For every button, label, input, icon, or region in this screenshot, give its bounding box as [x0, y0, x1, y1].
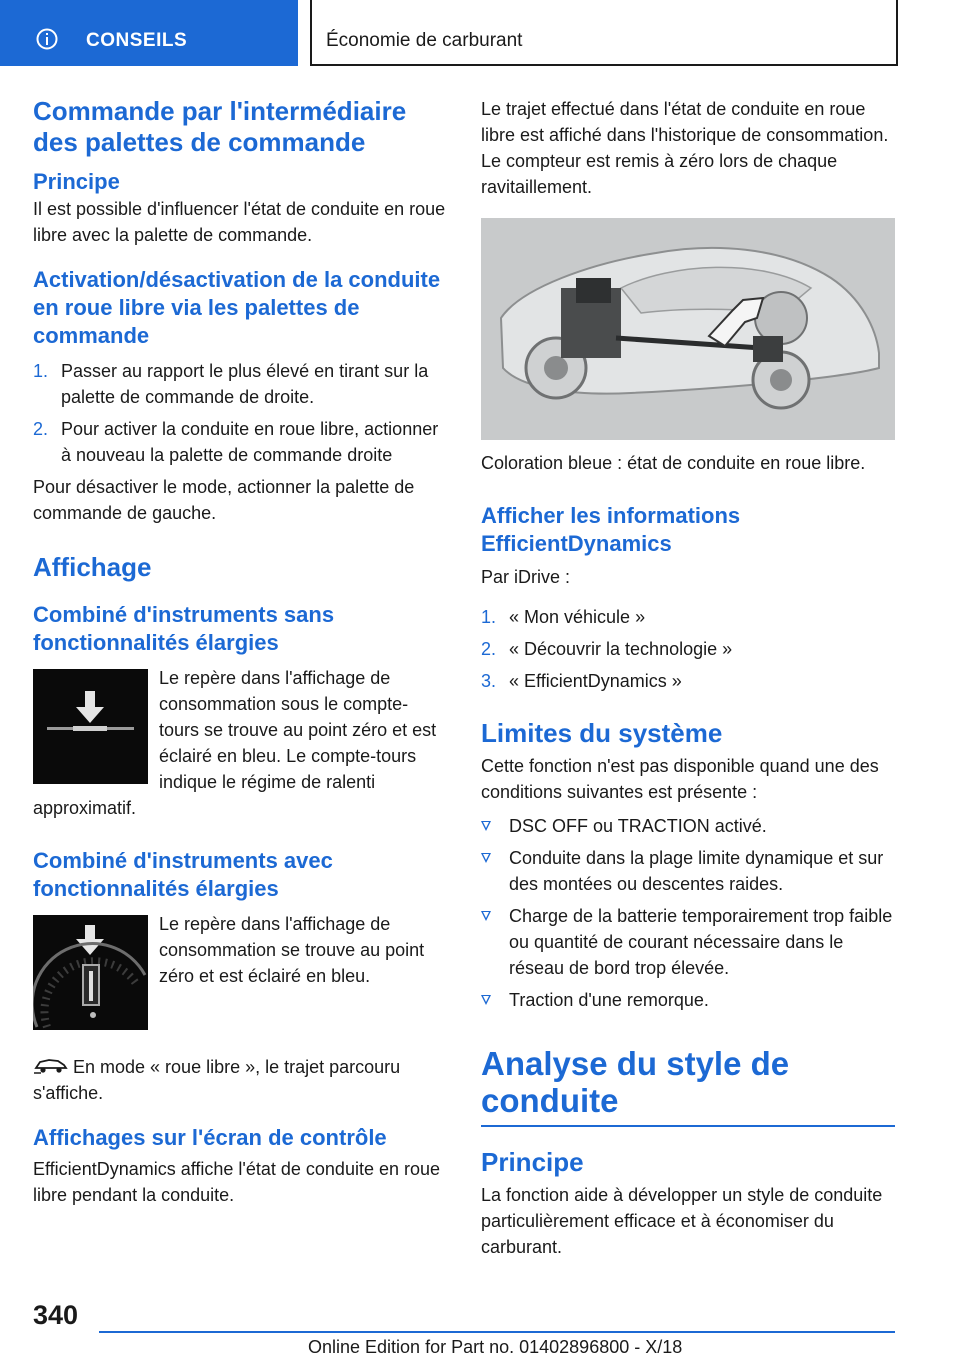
steps-list [33, 358, 447, 468]
section-divider [481, 1125, 895, 1127]
cluster-standard-image [33, 669, 148, 784]
text-avec: Le repère dans l'affichage de consommation se trouve au point zéro et est éclairé en bleu. [159, 914, 425, 986]
heading-affichage: Affichage [33, 552, 152, 582]
triangle-bullet-icon [481, 995, 491, 1005]
menu-step-item [481, 604, 895, 630]
text-sans: Le repère dans l'affichage de consommation sous le compte-tours se trouve au point zéro et est éclairé en bleu. Le compte-tours indique le régime de ralenti approximatif. [33, 668, 437, 818]
step-number: 2. [481, 639, 497, 659]
text-idrive: Par iDrive : [481, 567, 571, 587]
limit-item [481, 987, 895, 1013]
text-principe: Il est possible d'influencer l'état de conduite en roue libre avec la palette de commande. [33, 199, 446, 245]
limit-item [481, 813, 895, 839]
step-text: Passer au rapport le plus élevé en tirant sur la palette de commande de droite. [61, 361, 429, 407]
car-drivetrain-image [481, 218, 895, 440]
menu-step-item [481, 668, 895, 694]
limit-text: Charge de la batterie temporairement trop faible ou quantité de courant nécessaire dans le réseau de bord trop élevée. [509, 906, 893, 978]
right-column [481, 96, 895, 1260]
menu-step-item [481, 636, 895, 662]
chapter-header [310, 0, 898, 66]
car-icon [481, 218, 895, 440]
limit-text: Traction d'une remorque. [509, 990, 709, 1010]
step-text: « Découvrir la technologie » [509, 639, 733, 659]
heading-limites: Limites du système [481, 718, 723, 748]
limit-text: DSC OFF ou TRACTION activé. [509, 816, 767, 836]
limit-text: Conduite dans la plage limite dynamique et sur des montées ou descentes raides. [509, 848, 884, 894]
step-item [33, 358, 447, 410]
limits-list [481, 813, 895, 1013]
text-principe-analyse: La fonction aide à développer un style de conduite particulièrement efficace et à économiser du carburant. [481, 1185, 883, 1257]
text-roue-libre [33, 1054, 447, 1106]
limit-item [481, 845, 895, 897]
heading-sans: Combiné d'instruments sans fonctionnalités élargies [33, 602, 335, 655]
gauge-icon [33, 915, 148, 1030]
step-text: « EfficientDynamics » [509, 671, 682, 691]
text-limites: Cette fonction n'est pas disponible quand une des conditions suivantes est présente : [481, 756, 879, 802]
page-number: 340 [33, 1300, 79, 1330]
footer-divider [99, 1331, 895, 1333]
triangle-bullet-icon [481, 853, 491, 863]
footer-edition: Online Edition for Part no. 01402896800 - X/18 [308, 1337, 683, 1357]
heading-principe: Principe [33, 169, 120, 194]
heading-analyse: Analyse du style de conduite [481, 1045, 790, 1119]
left-column [33, 96, 447, 1208]
coasting-car-icon [33, 1055, 69, 1075]
triangle-bullet-icon [481, 911, 491, 921]
section-tab [0, 0, 298, 66]
heading-commande: Commande par l'intermédiaire des palettes de commande [33, 96, 407, 157]
step-number: 1. [33, 361, 49, 381]
heading-ecran: Affichages sur l'écran de contrôle [33, 1125, 387, 1150]
step-number: 3. [481, 671, 497, 691]
arrow-down-icon [33, 669, 148, 784]
step-text: Pour activer la conduite en roue libre, actionner à nouveau la palette de commande droite [61, 419, 439, 465]
text-ecran: EfficientDynamics affiche l'état de conduite en roue libre pendant la conduite. [33, 1159, 441, 1205]
step-number: 1. [481, 607, 497, 627]
heading-afficher: Afficher les informations EfficientDynamics [481, 503, 741, 556]
heading-activation: Activation/désactivation de la conduite en roue libre via les palettes de commande [33, 267, 441, 348]
step-text: « Mon véhicule » [509, 607, 646, 627]
step-item [33, 416, 447, 468]
text-roue-libre-content: En mode « roue libre », le trajet parcouru s'affiche. [33, 1057, 401, 1103]
info-icon [36, 28, 58, 50]
triangle-bullet-icon [481, 821, 491, 831]
image-caption: Coloration bleue : état de conduite en roue libre. [481, 453, 866, 473]
text-trajet: Le trajet effectué dans l'état de conduite en roue libre est affiché dans l'historique de consommation. Le compteur est remis à zéro lors de chaque ravitaillement. [481, 99, 889, 197]
section-label: CONSEILS [86, 30, 188, 51]
text-desactiver: Pour désactiver le mode, actionner la palette de commande de gauche. [33, 477, 415, 523]
chapter-title: Économie de carburant [326, 30, 523, 51]
menu-steps-list [481, 604, 895, 694]
heading-avec: Combiné d'instruments avec fonctionnalités élargies [33, 848, 333, 901]
cluster-extended-image [33, 915, 148, 1030]
limit-item [481, 903, 895, 981]
step-number: 2. [33, 419, 49, 439]
heading-principe-analyse: Principe [481, 1147, 584, 1177]
